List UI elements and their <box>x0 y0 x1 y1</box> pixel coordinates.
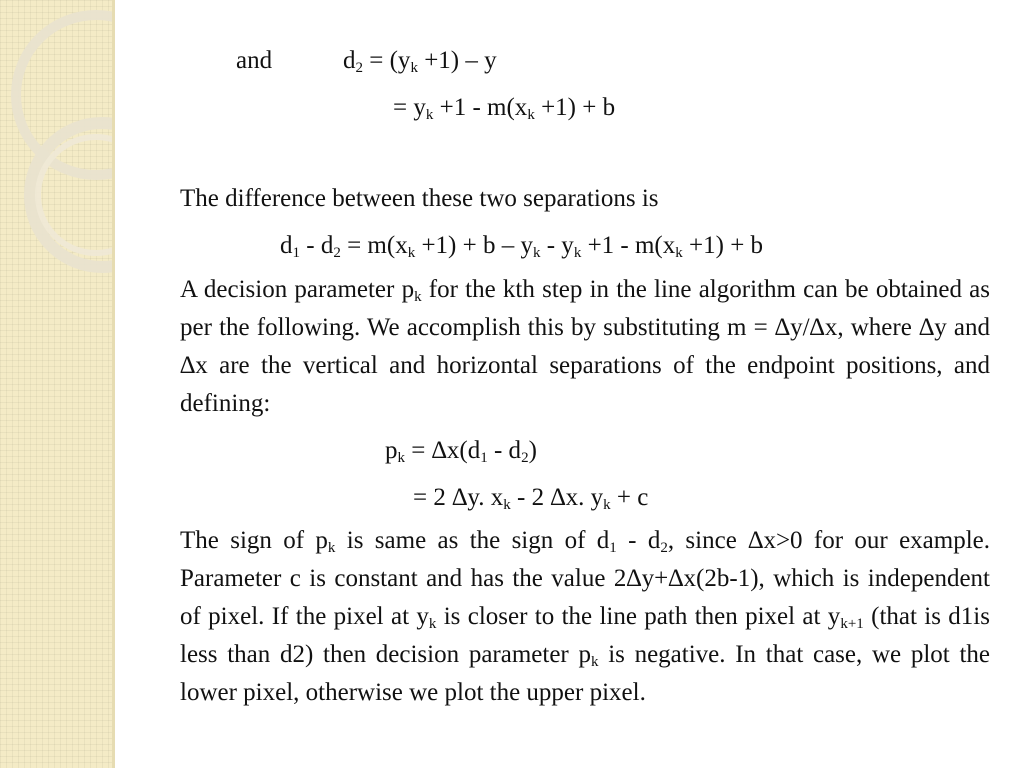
eq-text: +1) + b <box>534 94 616 121</box>
eq-text: +1) + b <box>682 232 764 259</box>
eq-subscript: 1 <box>480 450 488 466</box>
eq-subscript: k <box>407 245 416 261</box>
equation-pk <box>385 436 537 466</box>
eq-subscript: k <box>425 107 434 123</box>
para-text: for the kth step in the line algorithm can be obtained as per the following. We accomplish this by substituting m = ∆y/∆x, where ∆y and ∆x are the vertical and horizontal separations of the endpoint positions, and defining: <box>180 276 990 417</box>
para-text: The sign of p <box>180 527 328 554</box>
eq-text: +1) – y <box>417 47 497 74</box>
eq-text: = (y <box>363 47 411 74</box>
eq-subscript: 2 <box>521 450 529 466</box>
eq-subscript: 1 <box>292 245 300 261</box>
para-text: is negative. In that case, we plot the lower pixel, otherwise we plot the upper pixel. <box>180 641 990 706</box>
decorative-sidebar <box>0 0 115 768</box>
para-subscript: k+1 <box>840 616 864 632</box>
eq-text: + c <box>610 484 649 511</box>
eq-subscript: k <box>527 107 535 123</box>
para-text: is closer to the line path then pixel at y <box>436 603 841 630</box>
eq-text: = y <box>393 94 426 121</box>
eq-subscript: k <box>410 60 418 76</box>
eq-text: - 2 ∆x. y <box>510 484 604 511</box>
para-text: A decision parameter p <box>180 276 415 303</box>
difference-intro: The difference between these two separations is <box>180 185 659 212</box>
equation-pk-expanded <box>413 483 648 513</box>
sign-paragraph <box>180 522 990 712</box>
and-label: and <box>236 47 273 74</box>
eq-subscript: k <box>675 245 683 261</box>
eq-subscript: k <box>532 245 541 261</box>
eq-text: +1) + b – y <box>415 232 533 259</box>
eq-text: d <box>343 47 356 74</box>
para-subscript: k <box>414 289 422 305</box>
eq-subscript: k <box>503 497 511 513</box>
eq-subscript: k <box>573 245 582 261</box>
eq-text: +1 - m(x <box>433 94 528 121</box>
ring-decoration-icon <box>0 0 115 768</box>
eq-subscript: 2 <box>355 60 363 76</box>
eq-text: +1 - m(x <box>581 232 676 259</box>
eq-subscript: k <box>397 450 405 466</box>
para-text: , since ∆x>0 for our example. Parameter c is constant and has the value 2∆y+∆x(2b-1), which is independent of pixel. If the pixel at y <box>180 527 990 630</box>
equation-difference <box>280 231 763 261</box>
eq-text: - d <box>300 232 334 259</box>
eq-text: p <box>385 437 398 464</box>
eq-text: ) <box>528 437 537 464</box>
para-text: (that is d1is less than d2) then decision parameter p <box>180 603 990 668</box>
eq-text: - d <box>487 437 522 464</box>
para-subscript: 2 <box>660 540 668 556</box>
equation-d2-expanded <box>393 93 615 123</box>
para-subscript: k <box>428 616 437 632</box>
ring-large <box>16 15 115 175</box>
para-text: - d <box>616 527 661 554</box>
eq-text: - y <box>540 232 574 259</box>
eq-subscript: 2 <box>333 245 341 261</box>
eq-text: d <box>280 232 293 259</box>
equation-d2 <box>343 46 497 76</box>
para-subscript: 1 <box>609 540 617 556</box>
eq-text: = m(x <box>340 232 408 259</box>
eq-text: = 2 ∆y. x <box>413 484 504 511</box>
eq-text: = ∆x(d <box>405 437 481 464</box>
decision-parameter-paragraph <box>180 271 990 423</box>
para-subscript: k <box>327 540 336 556</box>
para-subscript: k <box>590 654 599 670</box>
para-text: is same as the sign of d <box>335 527 610 554</box>
eq-subscript: k <box>603 497 611 513</box>
